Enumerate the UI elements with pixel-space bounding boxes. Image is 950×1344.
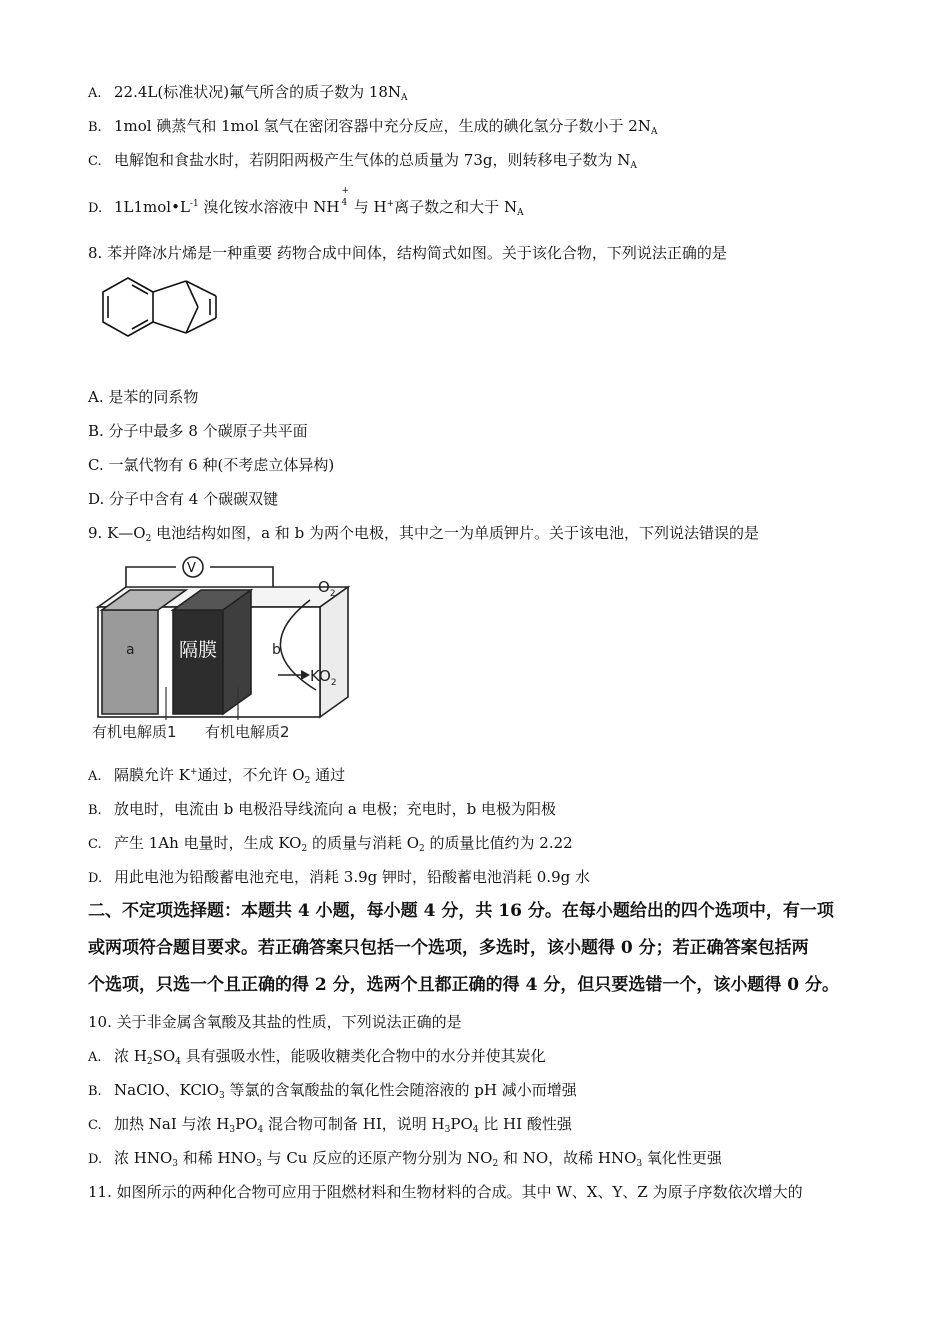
section2-line-3: 个选项，只选一个且正确的得 2 分，选两个且都正确的得 4 分，但只要选错一个，该小题得 0 分。	[88, 975, 839, 995]
q10-option-c: C. 加热 NaI 与浓 $H_3PO_4$ 混合物可制备 HI，说明 $H_3PO_4$ 比 HI 酸性强	[88, 1115, 572, 1135]
q10-option-b: B. NaClO、KClO$_3$ 等氯的含氧酸盐的氧化性会随溶液的 pH 减小而增强	[88, 1081, 577, 1101]
electrode-b-label: b	[272, 642, 281, 658]
q10-option-d: D. 浓 $HNO_3$ 和稀 $HNO_3$ 与 Cu 反应的还原产物分别为 $NO_2$ 和 NO，故稀 $HNO_3$ 氧化性更强	[88, 1149, 722, 1169]
k-o2-battery-diagram	[88, 552, 363, 747]
q11-stem: 11. 如图所示的两种化合物可应用于阻燃材料和生物材料的合成。其中 W、X、Y、Z 为原子序数依次增大的	[88, 1183, 803, 1201]
q8-option-a: A. 是苯的同系物	[88, 388, 199, 406]
section2-line-1: 二、不定项选择题：本题共 4 小题，每小题 4 分，共 16 分。在每小题给出的四个选项中，有一项	[88, 901, 834, 921]
electrolyte-1-label: 有机电解质1	[92, 723, 177, 741]
q7-option-b: B. 1mol 碘蒸气和 1mol 氢气在密闭容器中充分反应，生成的碘化氢分子数小于 $2N_A$	[88, 117, 658, 137]
q7-option-c: C. 电解饱和食盐水时，若阴阳两极产生气体的总质量为 73g，则转移电子数为 $N_A$	[88, 151, 637, 171]
section2-line-2: 或两项符合题目要求。若正确答案只包括一个选项，多选时，该小题得 0 分；若正确答案包括两	[88, 938, 809, 958]
q9-stem: 9. $K—O_2$ 电池结构如图，a 和 b 为两个电极，其中之一为单质钾片。关于该电池，下列说法错误的是	[88, 524, 759, 544]
benzonorbornadiene-structure	[88, 268, 228, 353]
electrolyte-2-label: 有机电解质2	[205, 723, 290, 741]
q7-option-d: D. $1L1mol•L^{-1}$ 溴化铵水溶液中 NH + 4 与 H+离子数之和大于 $N_A$	[88, 186, 524, 218]
q8-stem: 8. 苯并降冰片烯是一种重要 药物合成中间体，结构简式如图。关于该化合物，下列说法正确的是	[88, 244, 727, 262]
electrode-a-label: a	[126, 642, 135, 658]
q8-option-b: B. 分子中最多 8 个碳原子共平面	[88, 422, 308, 440]
q10-stem: 10. 关于非金属含氧酸及其盐的性质，下列说法正确的是	[88, 1013, 462, 1031]
q10-option-a: A. 浓 $H_2SO_4$ 具有强吸水性，能吸收糖类化合物中的水分并使其炭化	[88, 1047, 546, 1067]
q9-option-a: A. 隔膜允许 K+通过，不允许 $O_2$ 通过	[88, 766, 346, 786]
q8-option-d: D. 分子中含有 4 个碳碳双键	[88, 490, 279, 508]
q9-option-d: D. 用此电池为铅酸蓄电池充电，消耗 3.9g 钾时，铅酸蓄电池消耗 0.9g 水	[88, 868, 590, 886]
q9-option-c: C. 产生 1Ah 电量时，生成 $KO_2$ 的质量与消耗 $O_2$ 的质量比值约为 2.22	[88, 834, 573, 854]
ko2-label: $KO_2$	[310, 667, 337, 688]
nh4-charge: + 4	[341, 186, 349, 208]
membrane-label: 隔膜	[179, 639, 218, 661]
q7-option-a: A. 22.4L(标准状况)氟气所含的质子数为 $18N_A$	[88, 83, 408, 103]
q8-option-c: C. 一氯代物有 6 种(不考虑立体异构)	[88, 456, 335, 474]
q9-option-b: B. 放电时，电流由 b 电极沿导线流向 a 电极；充电时，b 电极为阳极	[88, 800, 556, 818]
voltmeter-label: V	[187, 561, 196, 576]
o2-label: $O_2$	[318, 578, 336, 599]
